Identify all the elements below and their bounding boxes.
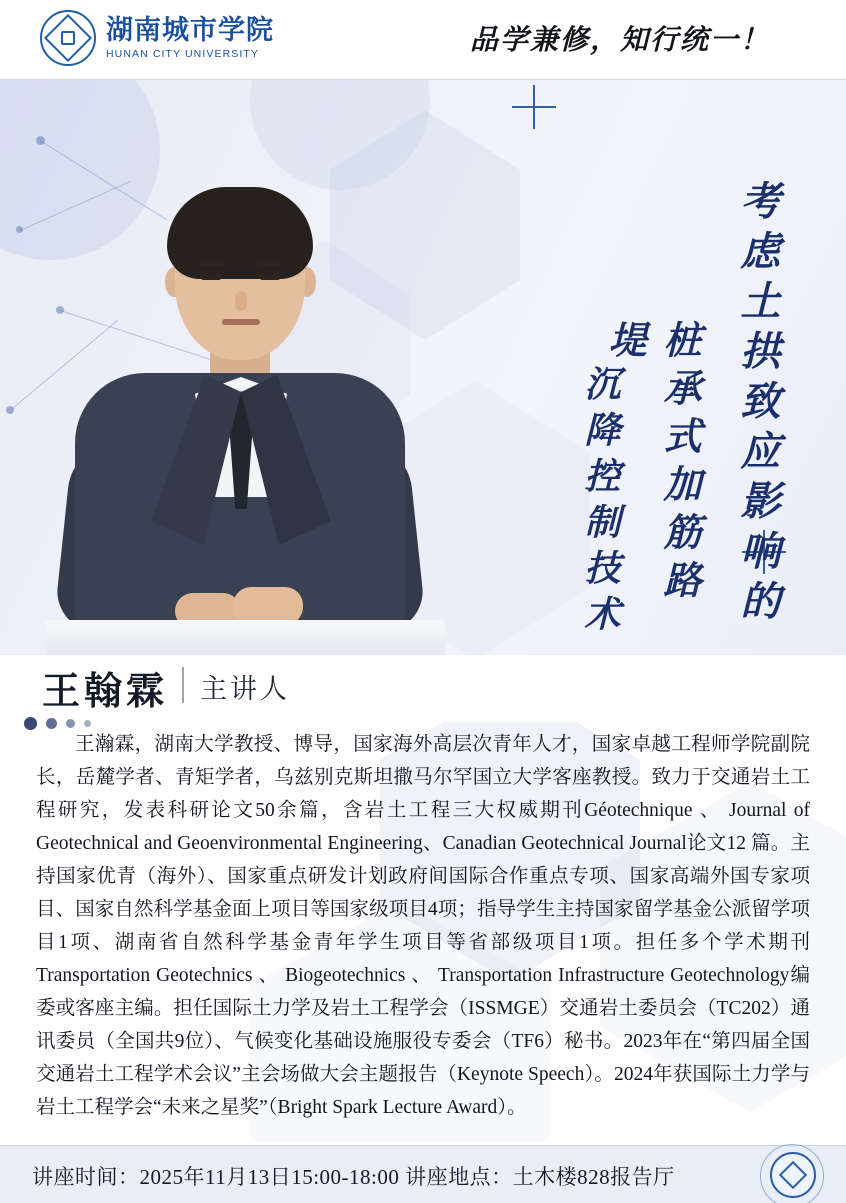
portrait-hair — [167, 187, 313, 279]
portrait-eye-left — [200, 273, 222, 280]
portrait-eye-right — [259, 273, 281, 280]
speaker-bio-text: 王瀚霖，湖南大学教授、博导，国家海外高层次青年人才，国家卓越工程师学院副院长，岳麓学者、青矩学者，乌兹别克斯坦撒马尔罕国立大学客座教授。致力于交通岩土工程研究，发表科研论文50余篇，含岩土工程三大权威期刊Géotechnique 、 Journal of Geotechnical and Geoenvironmental Engineering、Canadian Geotechnical Journal论文12 篇。主持国家优青（海外）、国家重点研发计划政府间国际合作重点专项、国家高端外国专家项目、国家自然科学基金面上项目等国家级项目4项；指导学生主持国家留学基金公派留学项目1项、湖南省自然科学基金青年学生项目等省部级项目1项。担任多个学术期刊Transportation Geotechnics 、 Biogeotechnics 、 Transportation Infrastructure Geotechnology编委或客座主编。担任国际土力学及岩土工程学会（ISSMGE）交通岩土委员会（TC202）通讯委员（全国共9位）、气候变化基础设施服役专委会（TF6）秘书。2023年在“第四届全国交通岩土工程学术会议”主会场做大会主题报告（Keynote Speech）。2024年获国际土力学与岩土工程学会“未来之星奖”（Bright Spark Lecture Award）。 — [36, 734, 810, 1118]
lecture-title-line-1: 考虑土拱致应影响的 — [735, 180, 780, 630]
poster-footer — [0, 1145, 846, 1203]
university-seal-icon-footer — [770, 1152, 816, 1198]
decor-dot-3 — [16, 226, 23, 233]
lecture-info: 讲座时间：2025年11月13日15:00-18:00 讲座地点：土木楼828报告厅 — [32, 1165, 675, 1189]
portrait-brow-right — [256, 261, 284, 266]
plus-mark-top — [512, 85, 556, 129]
lecture-title-line-3: 沉降控制技术 — [580, 365, 620, 641]
speaker-separator — [182, 667, 184, 703]
speaker-role: 主讲人 — [200, 674, 290, 704]
university-logo — [40, 10, 274, 66]
decor-dot-6 — [6, 406, 14, 414]
speaker-portrait — [55, 195, 425, 655]
speaker-block — [0, 655, 846, 725]
poster-header — [0, 0, 846, 80]
university-seal-icon — [40, 10, 96, 66]
portrait-nose — [235, 291, 247, 311]
bio-section — [0, 722, 846, 1142]
portrait-desk — [45, 620, 445, 655]
university-name-cn: 湖南城市学院 — [106, 14, 274, 45]
header-slogan: 品学兼修，知行统一！ — [469, 25, 770, 56]
lecture-title-line-2: 桩承式加筋路堤 — [602, 320, 699, 608]
portrait-mouth — [222, 319, 260, 325]
university-name-en: HUNAN CITY UNIVERSITY — [106, 48, 260, 61]
decor-dot-1 — [36, 136, 45, 145]
speaker-name: 王翰霖 — [42, 671, 169, 713]
university-logo-text — [106, 16, 274, 61]
header-divider — [0, 79, 846, 80]
hero-section — [0, 80, 846, 655]
portrait-brow-left — [197, 261, 225, 266]
